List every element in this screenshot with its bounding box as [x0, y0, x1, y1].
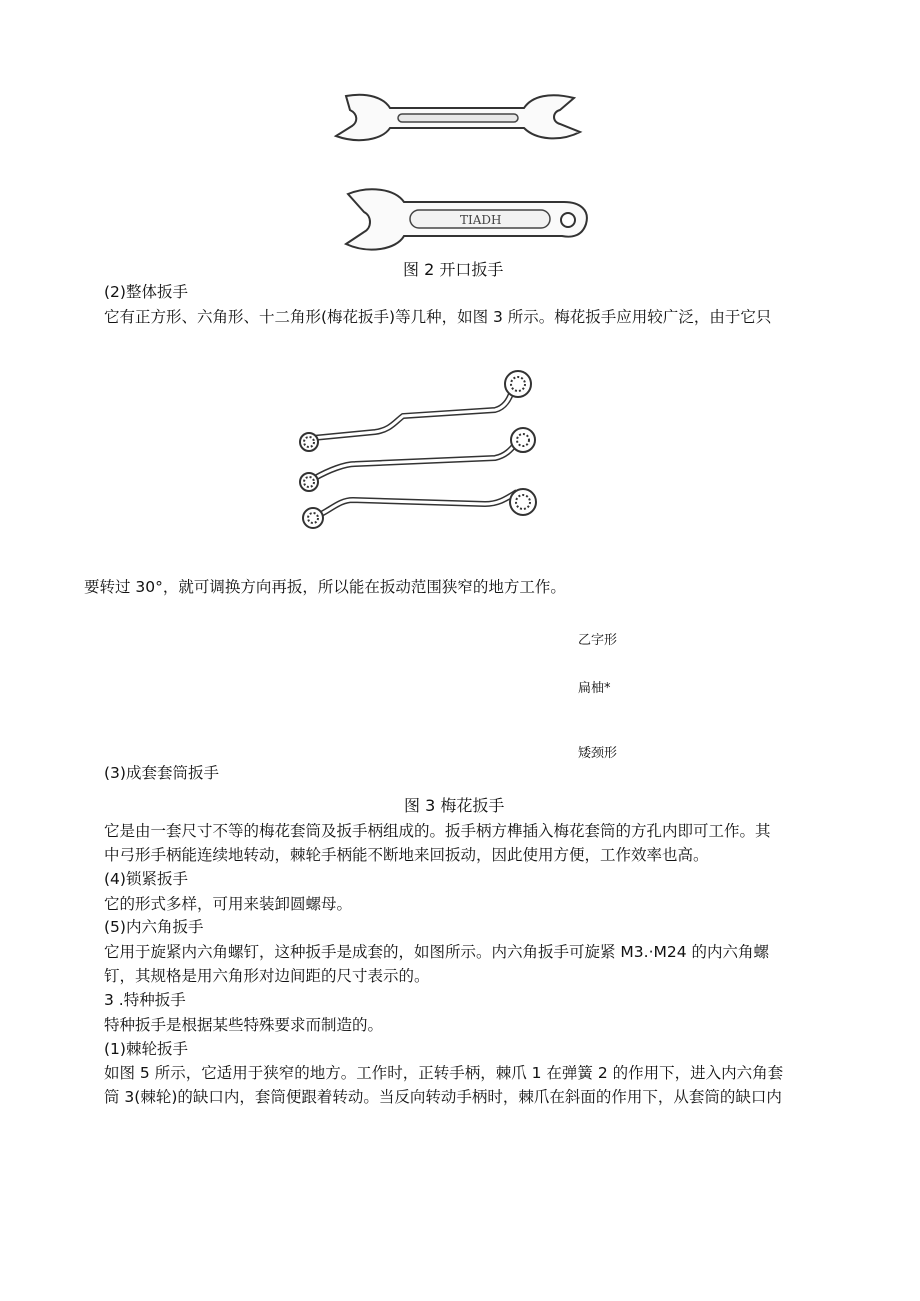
figure-3-caption: 图 3 梅花扳手	[404, 796, 505, 815]
heading-ratchet-wrench: (1)棘轮扳手	[104, 1040, 188, 1058]
paragraph-integral-line-2: 要转过 30°，就可调换方向再扳，所以能在扳动范围狭窄的地方工作。	[84, 578, 566, 596]
figure-3-label-flat: 扁柚*	[578, 681, 611, 696]
paragraph-integral-line-1: 它有正方形、六角形、十二角形(梅花扳手)等几种，如图 3 所示。梅花扳手应用较广泛，由于它只	[104, 308, 772, 326]
figure-2-embossed-text: TIADH	[460, 213, 502, 227]
paragraph-socket-line-2: 中弓形手柄能连续地转动，棘轮手柄能不断地来回扳动，因此使用方便，工作效率也高。	[104, 846, 709, 864]
paragraph-ratchet-line-2: 筒 3(棘轮)的缺口内，套筒便跟着转动。当反向转动手柄时，棘爪在斜面的作用下，从套筒的缺口内	[104, 1088, 782, 1106]
heading-socket-wrench: (3)成套套筒扳手	[104, 764, 219, 782]
heading-special-wrench: 3 .特种扳手	[104, 991, 186, 1009]
paragraph-hex-line-2: 钉，其规格是用六角形对边间距的尺寸表示的。	[104, 967, 430, 985]
paragraph-special-line-1: 特种扳手是根据某些特殊要求而制造的。	[104, 1016, 384, 1034]
paragraph-ratchet-line-1: 如图 5 所示，它适用于狭窄的地方。工作时，正转手柄，棘爪 1 在弹簧 2 的作用下，进入内六角套	[104, 1064, 784, 1082]
paragraph-socket-line-1: 它是由一套尺寸不等的梅花套筒及扳手柄组成的。扳手柄方榫插入梅花套筒的方孔内即可工作。其	[104, 822, 771, 840]
heading-hex-key: (5)内六角扳手	[104, 918, 204, 936]
figure-2-caption: 图 2 开口扳手	[403, 260, 504, 279]
figure-3-box-end-wrench-illustration	[295, 370, 545, 535]
heading-integral-wrench: (2)整体扳手	[104, 283, 188, 301]
paragraph-lock-line-1: 它的形式多样，可用来装卸圆螺母。	[104, 895, 353, 913]
heading-lock-wrench: (4)锁紧扳手	[104, 870, 188, 888]
figure-3-label-z-shape: 乙字形	[578, 633, 618, 648]
paragraph-hex-line-1: 它用于旋紧内六角螺钉，这种扳手是成套的，如图所示。内六角扳手可旋紧 M3.·M24 的内六角螺	[104, 943, 770, 961]
figure-2-open-end-wrench-illustration	[328, 90, 588, 255]
figure-3-label-short-neck: 矮颈形	[578, 746, 618, 761]
